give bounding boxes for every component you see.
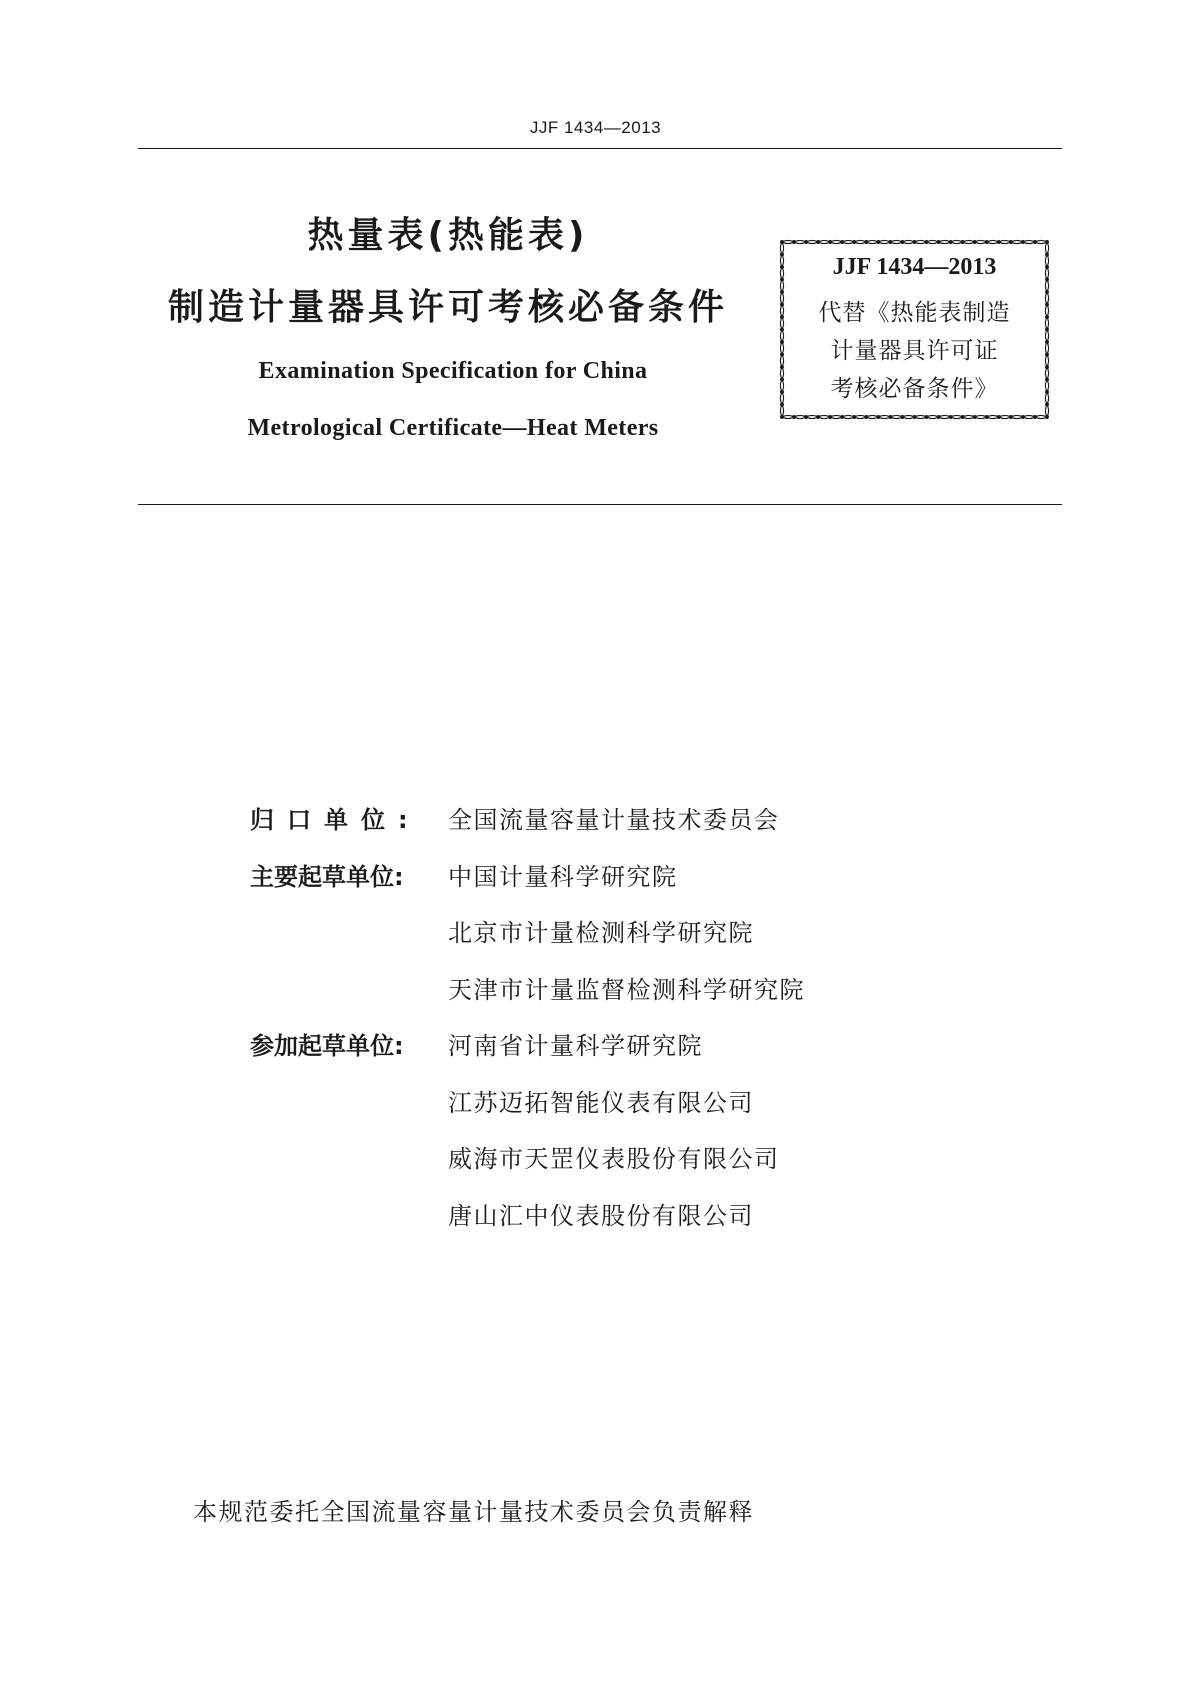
replaces-code: JJF 1434—2013 xyxy=(832,254,997,280)
border-dot xyxy=(937,241,940,244)
replaces-line3: 考核必备条件》 xyxy=(830,376,999,402)
border-dot xyxy=(793,416,796,419)
border-dot xyxy=(901,416,904,419)
border-dot xyxy=(985,241,988,244)
participating-label: 参加起草单位: xyxy=(250,1032,404,1060)
participating-row xyxy=(250,1139,950,1196)
border-dot xyxy=(1034,241,1037,244)
border-dot xyxy=(877,241,880,244)
border-dot xyxy=(949,241,952,244)
border-dot xyxy=(817,241,820,244)
main-drafting-label: 主要起草单位: xyxy=(250,862,404,891)
border-dot xyxy=(1046,328,1049,331)
border-dot xyxy=(805,416,808,419)
border-dot xyxy=(1046,403,1049,406)
title-en-line1: Examination Specification for China xyxy=(258,358,648,384)
border-dot xyxy=(865,241,868,244)
border-dot xyxy=(937,416,940,419)
border-dot xyxy=(889,416,892,419)
border-dot xyxy=(925,241,928,244)
participating-org: 唐山汇中仪表股份有限公司 xyxy=(448,1201,754,1230)
main-drafting-org: 北京市计量检测科学研究院 xyxy=(448,919,754,947)
border-dot xyxy=(1034,416,1037,419)
border-dot xyxy=(901,241,904,244)
main-drafting-org: 中国计量科学研究院 xyxy=(448,862,678,891)
replaces-line2: 计量器具许可证 xyxy=(830,338,999,364)
border-dot xyxy=(1046,291,1049,294)
border-dot xyxy=(961,416,964,419)
main-drafting-row xyxy=(250,857,950,914)
interpretation-note: 本规范委托全国流量容量计量技术委员会负责解释 xyxy=(193,1498,754,1526)
border-dot xyxy=(1046,366,1049,369)
organizations-block xyxy=(250,800,950,1252)
border-dot xyxy=(865,416,868,419)
border-dot xyxy=(913,416,916,419)
title-en-line2: Metrological Certificate—Heat Meters xyxy=(247,415,659,441)
replaces-line1: 代替《热能表制造 xyxy=(818,300,1011,326)
participating-row xyxy=(250,1196,950,1253)
border-dot xyxy=(973,241,976,244)
replaces-box xyxy=(776,236,1053,423)
top-rule xyxy=(138,148,1062,149)
responsible-unit-row xyxy=(250,800,950,857)
border-dot xyxy=(841,416,844,419)
main-drafting-row xyxy=(250,913,950,970)
border-dot xyxy=(973,416,976,419)
border-dot xyxy=(913,241,916,244)
border-dot xyxy=(889,241,892,244)
participating-org: 威海市天罡仪表股份有限公司 xyxy=(448,1145,780,1173)
border-dot xyxy=(997,241,1000,244)
border-dot xyxy=(841,241,844,244)
border-dot xyxy=(1046,416,1049,419)
participating-org: 河南省计量科学研究院 xyxy=(448,1032,703,1060)
border-dot xyxy=(829,241,832,244)
border-dot xyxy=(949,416,952,419)
border-dot xyxy=(1009,416,1012,419)
border-dot xyxy=(781,241,784,244)
border-dot xyxy=(793,241,796,244)
border-dot xyxy=(1022,241,1025,244)
responsible-unit-label: 归口单位: xyxy=(250,806,421,834)
title-zh-line1: 热量表(热能表) xyxy=(307,215,589,256)
border-dot xyxy=(781,416,784,419)
border-dot xyxy=(781,366,784,369)
border-dot xyxy=(961,241,964,244)
border-dot xyxy=(853,241,856,244)
participating-row xyxy=(250,1026,950,1083)
border-dot xyxy=(1009,241,1012,244)
main-drafting-org: 天津市计量监督检测科学研究院 xyxy=(448,975,805,1004)
border-dot xyxy=(925,416,928,419)
title-zh-line2: 制造计量器具许可考核必备条件 xyxy=(167,287,728,328)
document-code-header: JJF 1434—2013 xyxy=(529,118,662,137)
border-dot xyxy=(781,291,784,294)
border-dot xyxy=(985,416,988,419)
responsible-unit-value: 全国流量容量计量技术委员会 xyxy=(448,806,780,834)
border-dot xyxy=(781,328,784,331)
border-dot xyxy=(853,416,856,419)
border-dot xyxy=(829,416,832,419)
border-dot xyxy=(805,241,808,244)
border-dot xyxy=(997,416,1000,419)
bottom-rule xyxy=(138,504,1062,505)
main-drafting-row xyxy=(250,970,950,1027)
participating-org: 江苏迈拓智能仪表有限公司 xyxy=(448,1088,754,1117)
border-dot xyxy=(877,416,880,419)
border-dot xyxy=(781,403,784,406)
border-dot xyxy=(817,416,820,419)
border-dot xyxy=(1022,416,1025,419)
border-dot xyxy=(1046,241,1049,244)
participating-row xyxy=(250,1083,950,1140)
